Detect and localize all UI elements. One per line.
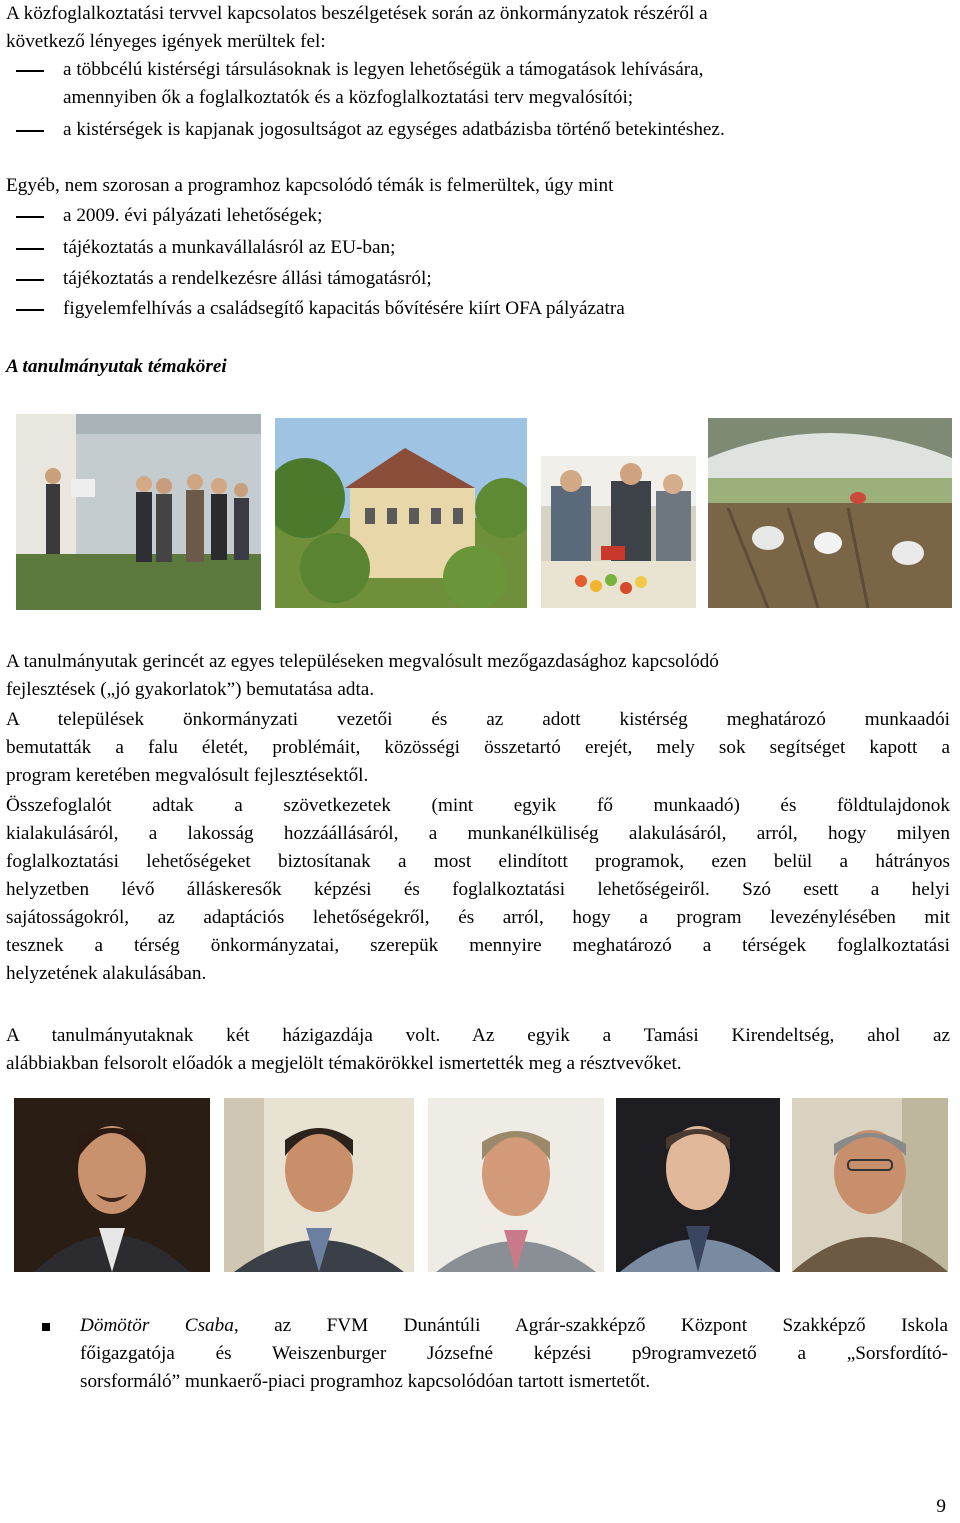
body-line: A tanulmányutak gerincét az egyes településeken megvalósult mezőgazdasághoz kapcsolódó (6, 651, 719, 672)
needs-item (16, 116, 946, 144)
body-line: alábbiakban felsorolt előadók a megjelölt témakörökkel ismertették meg a résztvevőket. (6, 1053, 682, 1074)
other-item-text: a 2009. évi pályázati lehetőségek; (63, 205, 323, 226)
body-line: helyzetének alakulásában. (6, 963, 207, 984)
photo-speaker-portrait (428, 1098, 604, 1272)
speaker-line: főigazgatója és Weiszenburger Józsefné képzési p9rogramvezető a „Sorsfordító- (80, 1343, 948, 1364)
intro-paragraph (6, 0, 950, 56)
photo-group-outdoors (16, 414, 261, 610)
photo-speaker-portrait (224, 1098, 414, 1272)
body-line: tesznek a térség önkormányzatai, szerepük mennyire meghatározó a térségek foglalkoztatási (6, 935, 950, 956)
body-line: Összefoglalót adtak a szövetkezetek (mint egyik fő munkaadó) és földtulajdonok (6, 795, 950, 816)
dash-marker (16, 202, 63, 230)
square-bullet-icon (42, 1312, 80, 1396)
section-heading: A tanulmányutak témakörei (6, 356, 227, 377)
other-item-text: figyelemfelhívás a családsegítő kapacitás bővítésére kiírt OFA pályázatra (63, 298, 625, 319)
body-line: foglalkoztatási lehetőségeket biztosítanak a most elindított programok, ezen belül a hátrányos (6, 851, 950, 872)
body-paragraph (6, 792, 950, 988)
needs-item-line: a többcélú kistérségi társulásoknak is legyen lehetőségük a támogatások lehívására, (63, 59, 704, 80)
body-paragraph (6, 706, 950, 790)
body-line: A tanulmányutaknak két házigazdája volt. Az egyik a Tamási Kirendeltség, ahol az (6, 1025, 950, 1046)
other-item (16, 202, 946, 230)
other-item-text: tájékoztatás a rendelkezésre állási támogatásról; (63, 268, 432, 289)
photo-manor-house (275, 418, 527, 608)
body-line: fejlesztések („jó gyakorlatok”) bemutatása adta. (6, 679, 375, 700)
body-line: A települések önkormányzati vezetői és az adott kistérség meghatározó munkaadói (6, 709, 950, 730)
body-line: kialakulásáról, a lakosság hozzáállásáról, a munkanélküliség alakulásáról, arról, hogy milyen (6, 823, 950, 844)
photo-speaker-portrait (792, 1098, 948, 1272)
body-line: helyzetben lévő álláskeresők képzési és foglalkoztatási lehetőségeiről. Szó esett a helyi (6, 879, 950, 900)
photo-greenhouse-field (708, 418, 952, 608)
dash-marker (16, 116, 63, 144)
speaker-bullet-item (42, 1312, 948, 1396)
body-paragraph (6, 1022, 950, 1078)
body-line: bemutatták a falu életét, problémáit, közösségi összetartó erejét, mely sok segítséget kapott a (6, 737, 950, 758)
dash-marker (16, 56, 63, 112)
photo-produce-tasting (541, 456, 696, 608)
needs-item (16, 56, 946, 112)
body-paragraph (6, 648, 950, 704)
photo-speaker-portrait (14, 1098, 210, 1272)
intro-line: következő lényeges igények merültek fel: (6, 31, 326, 52)
body-line: sajátosságokról, az adaptációs lehetőségekről, és arról, hogy a program levezénylésében mit (6, 907, 950, 928)
dash-marker (16, 265, 63, 293)
other-item (16, 265, 946, 293)
body-line: program keretében megvalósult fejlesztésektől. (6, 765, 369, 786)
needs-item-line: a kistérségek is kapjanak jogosultságot az egységes adatbázisba történő betekintéshez. (63, 119, 725, 140)
other-lead: Egyéb, nem szorosan a programhoz kapcsolódó témák is felmerültek, úgy mint (6, 175, 614, 196)
other-item (16, 234, 946, 262)
other-item (16, 295, 946, 323)
dash-marker (16, 234, 63, 262)
page-number: 9 (936, 1496, 946, 1517)
speaker-name: Dömötör Csaba (80, 1315, 234, 1336)
photo-speaker-portrait (616, 1098, 780, 1272)
speaker-line: , az FVM Dunántúli Agrár-szakképző Központ Szakképző Iskola (233, 1315, 949, 1336)
dash-marker (16, 295, 63, 323)
needs-item-line: amennyiben ők a foglalkoztatók és a közfoglalkoztatási terv megvalósítói; (63, 87, 634, 108)
other-item-text: tájékoztatás a munkavállalásról az EU-ban; (63, 237, 396, 258)
speaker-line: sorsformáló” munkaerő-piaci programhoz kapcsolódóan tartott ismertetőt. (80, 1371, 651, 1392)
intro-line: A közfoglalkoztatási tervvel kapcsolatos beszélgetések során az önkormányzatok részéről a (6, 3, 708, 24)
